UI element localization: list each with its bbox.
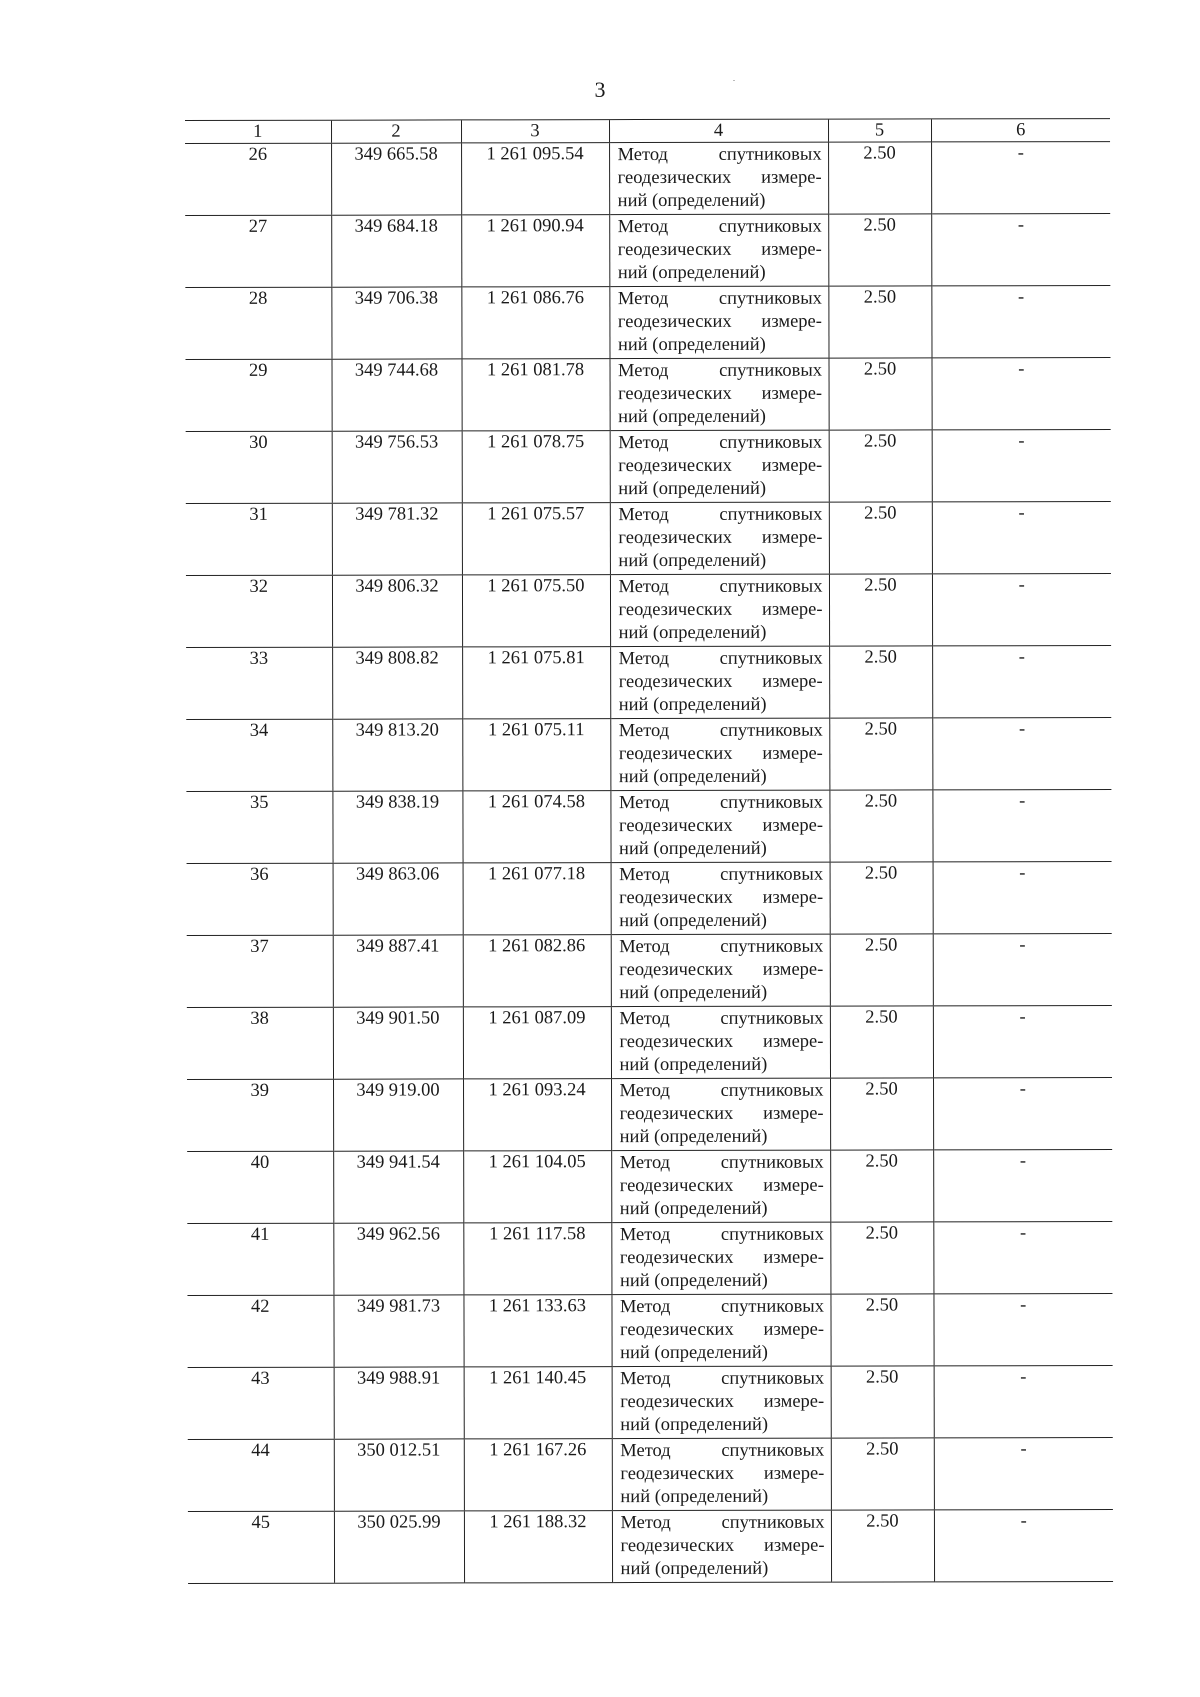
y-coordinate-cell: 1 261 090.94 bbox=[461, 215, 609, 287]
x-coordinate-cell: 349 981.73 bbox=[333, 1295, 463, 1367]
method-line: ний (определений) bbox=[617, 190, 766, 212]
method-line: геодезических измере- bbox=[619, 959, 824, 981]
y-coordinate-cell: 1 261 104.05 bbox=[463, 1151, 611, 1223]
table-row bbox=[187, 862, 1112, 936]
method-cell bbox=[611, 934, 830, 1006]
point-number-cell: 35 bbox=[186, 791, 332, 863]
note-cell: - bbox=[933, 1078, 1112, 1150]
method-cell bbox=[610, 358, 829, 430]
point-number-cell: 34 bbox=[186, 719, 332, 791]
x-coordinate-cell: 349 863.06 bbox=[333, 863, 463, 935]
method-line: ний (определений) bbox=[619, 1270, 768, 1292]
table-row bbox=[186, 646, 1111, 720]
accuracy-cell: 2.50 bbox=[828, 142, 931, 214]
method-line: ний (определений) bbox=[619, 838, 767, 860]
x-coordinate-cell: 350 012.51 bbox=[334, 1439, 464, 1511]
column-header-4: 4 bbox=[609, 119, 828, 142]
y-coordinate-cell: 1 261 133.63 bbox=[463, 1295, 611, 1367]
method-line: ний (определений) bbox=[618, 694, 767, 716]
accuracy-cell: 2.50 bbox=[829, 718, 932, 790]
accuracy-cell: 2.50 bbox=[830, 1150, 933, 1222]
method-line: ний (определений) bbox=[619, 1198, 768, 1220]
point-number-cell: 26 bbox=[185, 143, 331, 215]
method-line: ний (определений) bbox=[618, 766, 767, 788]
table-body bbox=[185, 142, 1113, 1584]
column-header-6: 6 bbox=[931, 119, 1110, 142]
method-line: Метод спутниковых bbox=[618, 432, 823, 454]
table-row bbox=[187, 1294, 1112, 1368]
method-line: ний (определений) bbox=[620, 1558, 769, 1580]
method-line: ний (определений) bbox=[617, 262, 766, 284]
note-cell: - bbox=[934, 1438, 1113, 1510]
table-row bbox=[186, 718, 1111, 792]
table-row bbox=[185, 142, 1110, 216]
x-coordinate-cell: 349 988.91 bbox=[334, 1367, 464, 1439]
table-row bbox=[187, 1078, 1112, 1152]
y-coordinate-cell: 1 261 095.54 bbox=[461, 143, 609, 215]
method-line: ний (определений) bbox=[619, 982, 768, 1004]
point-number-cell: 30 bbox=[186, 431, 332, 503]
method-cell bbox=[609, 142, 828, 214]
note-cell: - bbox=[932, 430, 1111, 502]
y-coordinate-cell: 1 261 075.57 bbox=[462, 503, 610, 575]
column-header-5: 5 bbox=[828, 119, 931, 142]
note-cell: - bbox=[932, 358, 1111, 430]
point-number-cell: 42 bbox=[187, 1295, 333, 1367]
method-cell bbox=[610, 718, 829, 790]
method-line: геодезических измере- bbox=[618, 455, 823, 477]
method-line: ний (определений) bbox=[618, 478, 767, 500]
note-cell: - bbox=[934, 1366, 1113, 1438]
method-line: геодезических измере- bbox=[619, 1103, 824, 1125]
page-number: 3 bbox=[594, 77, 606, 102]
accuracy-cell: 2.50 bbox=[829, 502, 932, 574]
y-coordinate-cell: 1 261 082.86 bbox=[463, 935, 611, 1007]
method-cell bbox=[611, 1294, 830, 1366]
method-line: Метод спутниковых bbox=[618, 648, 823, 670]
point-number-cell: 37 bbox=[187, 935, 333, 1007]
method-cell bbox=[611, 1222, 830, 1294]
table-row bbox=[186, 358, 1111, 432]
accuracy-cell: 2.50 bbox=[830, 934, 933, 1006]
method-line: Метод спутниковых bbox=[617, 216, 822, 238]
accuracy-cell: 2.50 bbox=[829, 574, 932, 646]
method-line: Метод спутниковых bbox=[618, 792, 823, 814]
method-line: геодезических измере- bbox=[619, 1175, 824, 1197]
point-number-cell: 40 bbox=[187, 1151, 333, 1223]
accuracy-cell: 2.50 bbox=[831, 1366, 934, 1438]
method-line: геодезических измере- bbox=[620, 1391, 825, 1413]
table-row bbox=[185, 286, 1110, 360]
method-line: геодезических измере- bbox=[620, 1319, 825, 1341]
table-row bbox=[188, 1366, 1113, 1440]
method-cell bbox=[610, 646, 829, 718]
method-line: геодезических измере- bbox=[617, 167, 822, 189]
y-coordinate-cell: 1 261 078.75 bbox=[462, 431, 610, 503]
note-cell: - bbox=[933, 1006, 1112, 1078]
method-cell bbox=[612, 1366, 831, 1438]
x-coordinate-cell: 349 919.00 bbox=[333, 1079, 463, 1151]
method-line: геодезических измере- bbox=[619, 1031, 824, 1053]
note-cell: - bbox=[932, 574, 1111, 646]
note-cell: - bbox=[932, 502, 1111, 574]
method-line: Метод спутниковых bbox=[620, 1440, 825, 1462]
table-row bbox=[186, 790, 1111, 864]
method-line: геодезических измере- bbox=[619, 887, 824, 909]
table-row bbox=[187, 934, 1112, 1008]
method-line: Метод спутниковых bbox=[618, 576, 823, 598]
method-cell bbox=[610, 574, 829, 646]
point-number-cell: 44 bbox=[188, 1439, 334, 1511]
point-number-cell: 31 bbox=[186, 503, 332, 575]
x-coordinate-cell: 349 756.53 bbox=[332, 431, 462, 503]
method-line: Метод спутниковых bbox=[619, 1008, 824, 1030]
column-header-2: 2 bbox=[331, 120, 461, 143]
method-line: Метод спутниковых bbox=[618, 360, 823, 382]
point-number-cell: 43 bbox=[188, 1367, 334, 1439]
point-number-cell: 29 bbox=[186, 359, 332, 431]
method-line: ний (определений) bbox=[617, 334, 766, 356]
coordinates-table bbox=[185, 118, 1113, 1584]
note-cell: - bbox=[932, 718, 1111, 790]
table-row bbox=[187, 1222, 1112, 1296]
method-line: геодезических измере- bbox=[617, 311, 822, 333]
method-line: Метод спутниковых bbox=[617, 288, 822, 310]
method-cell bbox=[610, 430, 829, 502]
x-coordinate-cell: 349 684.18 bbox=[331, 215, 461, 287]
method-line: ний (определений) bbox=[620, 1342, 768, 1364]
method-cell bbox=[610, 502, 829, 574]
x-coordinate-cell: 349 941.54 bbox=[333, 1151, 463, 1223]
method-line: геодезических измере- bbox=[620, 1463, 825, 1485]
accuracy-cell: 2.50 bbox=[828, 214, 931, 286]
header-row bbox=[185, 119, 1110, 144]
y-coordinate-cell: 1 261 075.81 bbox=[462, 647, 610, 719]
method-cell bbox=[611, 1150, 830, 1222]
method-line: ний (определений) bbox=[618, 622, 767, 644]
method-line: геодезических измере- bbox=[618, 815, 824, 837]
table-row bbox=[186, 574, 1111, 648]
table-row bbox=[186, 502, 1111, 576]
point-number-cell: 39 bbox=[187, 1079, 333, 1151]
method-line: ний (определений) bbox=[618, 406, 766, 428]
point-number-cell: 27 bbox=[185, 215, 331, 287]
table-row bbox=[187, 1006, 1112, 1080]
x-coordinate-cell: 349 838.19 bbox=[332, 791, 462, 863]
x-coordinate-cell: 349 808.82 bbox=[332, 647, 462, 719]
y-coordinate-cell: 1 261 081.78 bbox=[462, 359, 610, 431]
y-coordinate-cell: 1 261 140.45 bbox=[464, 1367, 612, 1439]
x-coordinate-cell: 349 887.41 bbox=[333, 935, 463, 1007]
method-line: геодезических измере- bbox=[618, 671, 823, 693]
column-header-3: 3 bbox=[461, 120, 609, 143]
accuracy-cell: 2.50 bbox=[830, 1078, 933, 1150]
x-coordinate-cell: 349 665.58 bbox=[331, 143, 461, 215]
method-cell bbox=[611, 1006, 830, 1078]
note-cell: - bbox=[932, 790, 1111, 862]
method-line: Метод спутниковых bbox=[619, 1152, 824, 1174]
method-line: Метод спутниковых bbox=[619, 1224, 824, 1246]
point-number-cell: 28 bbox=[185, 287, 331, 359]
method-line: Метод спутниковых bbox=[618, 720, 823, 742]
method-cell bbox=[612, 1510, 831, 1582]
x-coordinate-cell: 349 962.56 bbox=[333, 1223, 463, 1295]
table-row bbox=[188, 1438, 1113, 1512]
accuracy-cell: 2.50 bbox=[830, 1006, 933, 1078]
accuracy-cell: 2.50 bbox=[830, 1294, 933, 1366]
y-coordinate-cell: 1 261 074.58 bbox=[462, 791, 610, 863]
scan-speck bbox=[733, 80, 735, 81]
accuracy-cell: 2.50 bbox=[829, 430, 932, 502]
note-cell: - bbox=[932, 646, 1111, 718]
x-coordinate-cell: 349 806.32 bbox=[332, 575, 462, 647]
method-line: Метод спутниковых bbox=[619, 864, 824, 886]
x-coordinate-cell: 349 781.32 bbox=[332, 503, 462, 575]
method-cell bbox=[611, 1078, 830, 1150]
note-cell: - bbox=[933, 934, 1112, 1006]
point-number-cell: 33 bbox=[186, 647, 332, 719]
point-number-cell: 45 bbox=[188, 1511, 334, 1583]
column-header-1: 1 bbox=[185, 120, 331, 143]
method-line: Метод спутниковых bbox=[619, 1080, 824, 1102]
method-cell bbox=[609, 286, 828, 358]
method-line: Метод спутниковых bbox=[619, 936, 824, 958]
method-line: геодезических измере- bbox=[618, 527, 823, 549]
method-line: Метод спутниковых bbox=[619, 1296, 825, 1318]
method-line: ний (определений) bbox=[619, 1054, 768, 1076]
x-coordinate-cell: 350 025.99 bbox=[334, 1511, 464, 1583]
method-line: ний (определений) bbox=[620, 1486, 769, 1508]
method-line: Метод спутниковых bbox=[620, 1512, 825, 1534]
method-line: геодезических измере- bbox=[617, 239, 822, 261]
y-coordinate-cell: 1 261 077.18 bbox=[463, 863, 611, 935]
x-coordinate-cell: 349 744.68 bbox=[332, 359, 462, 431]
method-line: геодезических измере- bbox=[619, 1247, 824, 1269]
accuracy-cell: 2.50 bbox=[831, 1438, 934, 1510]
note-cell: - bbox=[931, 286, 1110, 358]
accuracy-cell: 2.50 bbox=[829, 646, 932, 718]
note-cell: - bbox=[933, 1294, 1112, 1366]
method-line: Метод спутниковых bbox=[618, 504, 823, 526]
method-cell bbox=[612, 1438, 831, 1510]
accuracy-cell: 2.50 bbox=[829, 358, 932, 430]
x-coordinate-cell: 349 901.50 bbox=[333, 1007, 463, 1079]
x-coordinate-cell: 349 706.38 bbox=[331, 287, 461, 359]
point-number-cell: 41 bbox=[187, 1223, 333, 1295]
method-line: ний (определений) bbox=[619, 910, 767, 932]
point-number-cell: 32 bbox=[186, 575, 332, 647]
y-coordinate-cell: 1 261 075.11 bbox=[462, 719, 610, 791]
point-number-cell: 36 bbox=[187, 863, 333, 935]
table-header bbox=[185, 119, 1110, 144]
table-row bbox=[186, 430, 1111, 504]
y-coordinate-cell: 1 261 093.24 bbox=[463, 1079, 611, 1151]
y-coordinate-cell: 1 261 086.76 bbox=[461, 287, 609, 359]
note-cell: - bbox=[933, 1222, 1112, 1294]
table-row bbox=[185, 214, 1110, 288]
method-cell bbox=[610, 790, 829, 862]
table-row bbox=[188, 1510, 1113, 1584]
method-line: Метод спутниковых bbox=[617, 144, 822, 166]
accuracy-cell: 2.50 bbox=[828, 286, 931, 358]
note-cell: - bbox=[931, 214, 1110, 286]
method-line: геодезических измере- bbox=[620, 1535, 825, 1557]
point-number-cell: 38 bbox=[187, 1007, 333, 1079]
y-coordinate-cell: 1 261 075.50 bbox=[462, 575, 610, 647]
accuracy-cell: 2.50 bbox=[829, 790, 932, 862]
method-line: ний (определений) bbox=[620, 1414, 769, 1436]
y-coordinate-cell: 1 261 117.58 bbox=[463, 1223, 611, 1295]
accuracy-cell: 2.50 bbox=[830, 1222, 933, 1294]
method-cell bbox=[611, 862, 830, 934]
method-cell bbox=[609, 214, 828, 286]
y-coordinate-cell: 1 261 087.09 bbox=[463, 1007, 611, 1079]
method-line: Метод спутниковых bbox=[620, 1368, 825, 1390]
accuracy-cell: 2.50 bbox=[830, 862, 933, 934]
note-cell: - bbox=[933, 862, 1112, 934]
method-line: ний (определений) bbox=[619, 1126, 768, 1148]
y-coordinate-cell: 1 261 167.26 bbox=[464, 1439, 612, 1511]
method-line: ний (определений) bbox=[618, 550, 767, 572]
x-coordinate-cell: 349 813.20 bbox=[332, 719, 462, 791]
method-line: геодезических измере- bbox=[618, 743, 823, 765]
table-row bbox=[187, 1150, 1112, 1224]
note-cell: - bbox=[931, 142, 1110, 214]
method-line: геодезических измере- bbox=[618, 383, 823, 405]
accuracy-cell: 2.50 bbox=[831, 1510, 934, 1582]
method-line: геодезических измере- bbox=[618, 599, 823, 621]
note-cell: - bbox=[934, 1510, 1113, 1582]
y-coordinate-cell: 1 261 188.32 bbox=[464, 1511, 612, 1583]
note-cell: - bbox=[933, 1150, 1112, 1222]
